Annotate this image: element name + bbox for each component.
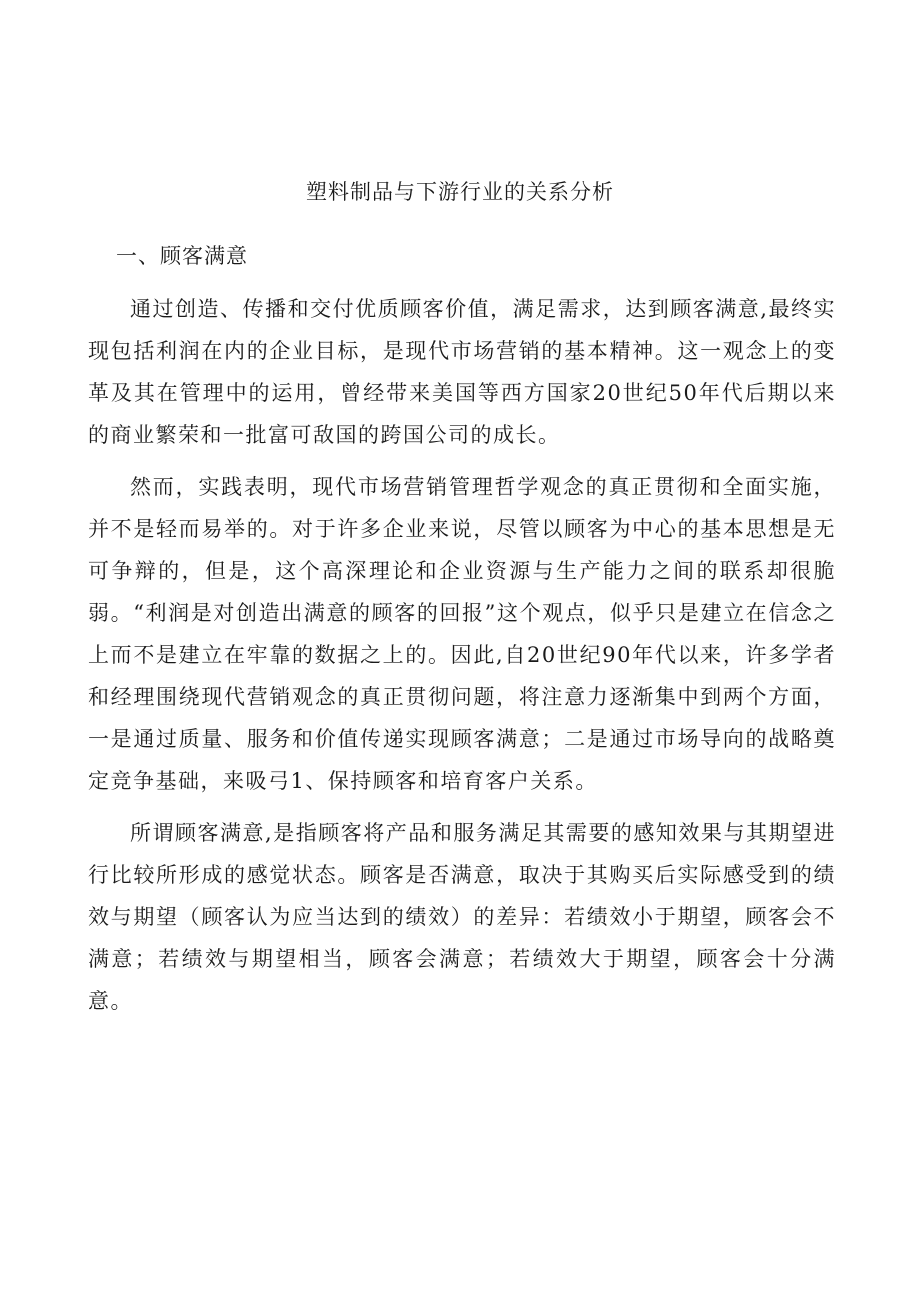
document-title: 塑料制品与下游行业的关系分析 [306,180,614,204]
paragraph-1: 通过创造、传播和交付优质顾客价值，满足需求，达到顾客满意,最终实现包括利润在内的企业目标，是现代市场营销的基本精神。这一观念上的变革及其在管理中的运用，曾经带来美国等西方国家20世纪50年代后期以来的商业繁荣和一批富可敌国的跨国公司的成长。 [88,297,836,447]
document-body [88,288,836,1032]
paragraph-2: 然而，实践表明，现代市场营销管理哲学观念的真正贯彻和全面实施，并不是轻而易举的。对于许多企业来说，尽管以顾客为中心的基本思想是无可争辩的，但是，这个高深理论和企业资源与生产能力之间的联系却很脆弱。“利润是对创造出满意的顾客的回报”这个观点，似乎只是建立在信念之上而不是建立在牢靠的数据之上的。因此,自20世纪90年代以来，许多学者和经理围绕现代营销观念的真正贯彻问题，将注意力逐渐集中到两个方面，一是通过质量、服务和价值传递实现顾客满意；二是通过市场导向的战略奠定竞争基础，来吸弓1、保持顾客和培育客户关系。 [88,475,836,793]
section-heading: 一、顾客满意 [116,244,248,268]
paragraph-3: 所谓顾客满意,是指顾客将产品和服务满足其需要的感知效果与其期望进行比较所形成的感觉状态。顾客是否满意，取决于其购买后实际感受到的绩效与期望（顾客认为应当达到的绩效）的差异：若绩效小于期望，顾客会不满意；若绩效与期望相当，顾客会满意；若绩效大于期望，顾客会十分满意。 [88,821,836,1013]
